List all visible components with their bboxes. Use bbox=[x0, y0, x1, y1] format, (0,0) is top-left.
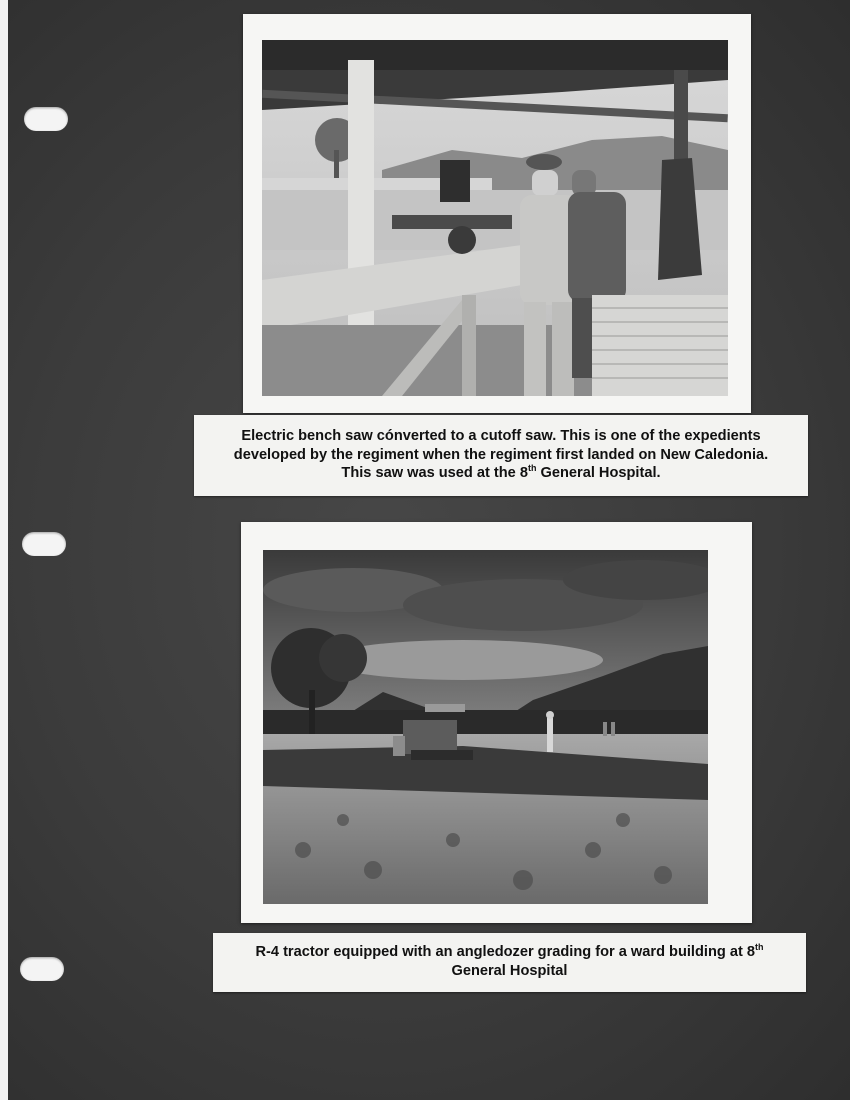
photo-mount-saw bbox=[243, 14, 751, 413]
caption-tractor bbox=[213, 933, 806, 992]
binder-hole-middle bbox=[22, 532, 66, 556]
caption-saw-line2: developed by the regiment when the regiment first landed on New Caledonia. bbox=[233, 446, 769, 463]
caption-saw-line3: This saw was used at the 8th General Hospital. bbox=[341, 463, 661, 481]
caption-saw-line1: Electric bench saw cónverted to a cutoff saw. This is one of the expedients bbox=[241, 428, 761, 444]
binder-hole-bottom bbox=[20, 957, 64, 981]
page-left-edge bbox=[0, 0, 8, 1100]
photo-mount-tractor bbox=[241, 522, 752, 923]
binder-hole-top bbox=[24, 107, 68, 131]
caption-saw bbox=[194, 415, 808, 496]
caption-tractor-line2: General Hospital bbox=[451, 962, 568, 979]
caption-tractor-line1: R-4 tractor equipped with an angledozer grading for a ward building at 8th bbox=[255, 942, 764, 960]
photo-bench-saw bbox=[262, 40, 728, 396]
photo-tractor bbox=[263, 550, 708, 904]
